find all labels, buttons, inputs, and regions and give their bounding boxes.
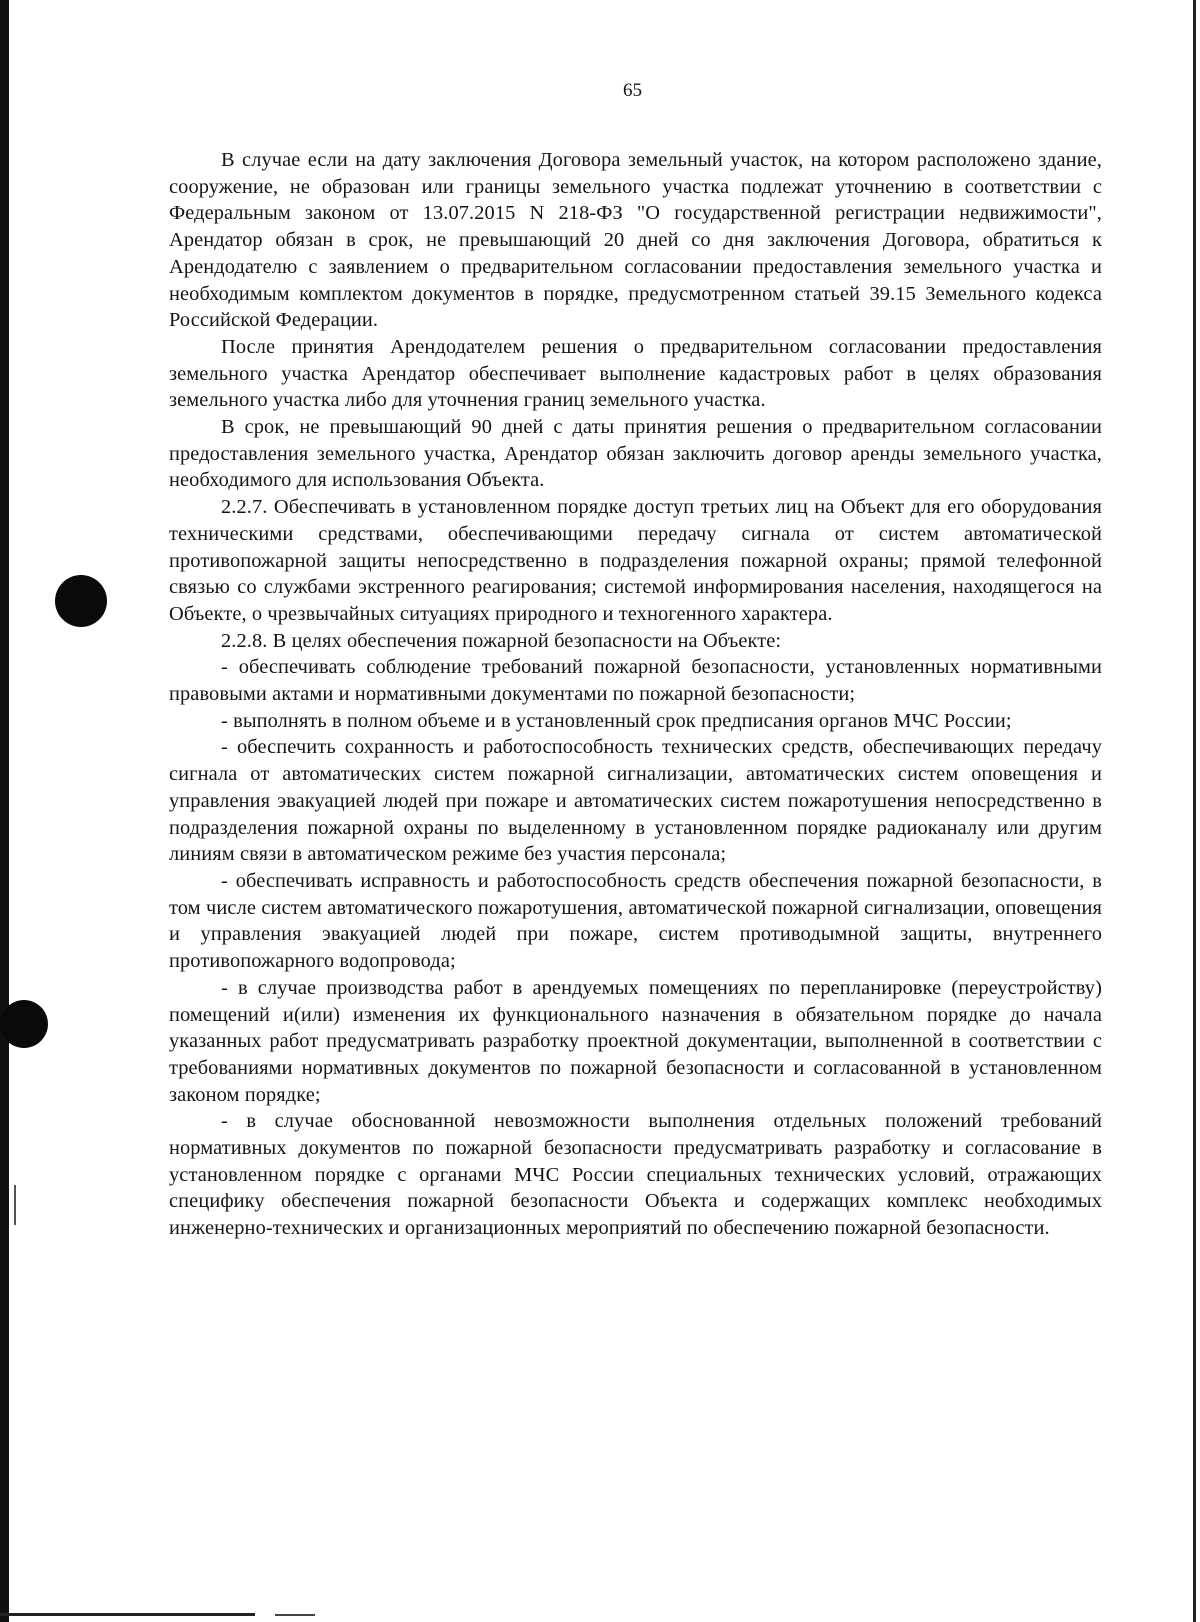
list-item: - обеспечивать соблюдение требований пожарной безопасности, установленных нормативными правовыми актами и нормативными документами по пожарной безопасности; — [169, 656, 1102, 706]
paragraph-lease-conclusion: В срок, не превышающий 90 дней с даты принятия решения о предварительном согласовании предоставления земельного участка, Арендатор обязан заключить договор аренды земельного участка, необходимого для использования Объекта. — [169, 416, 1102, 492]
page-number: 65 — [623, 80, 642, 101]
scan-margin-mark — [14, 1185, 16, 1225]
paragraph-land-plot-clarification: В случае если на дату заключения Договора земельный участок, на котором расположено здание, сооружение, не образован или границы земельного участка подлежат уточнению в соответствии с Федеральным законом от 13.07.2015 N 218-ФЗ "О государственной регистрации недвижимости", Арендатор обязан в срок, не превышающий 20 дней со дня заключения Договора, обратиться к Арендодателю с заявлением о предварительном согласовании предоставления земельного участка и необходимым комплектом документов в порядке, предусмотренном статьей 39.15 Земельного кодекса Российской Федерации. — [169, 149, 1102, 332]
scan-bottom-line — [0, 1613, 255, 1616]
paragraph-cadastral-works: После принятия Арендодателем решения о предварительном согласовании предоставления земельного участка Арендатор обеспечивает выполнение кадастровых работ в целях образования земельного участка либо для уточнения границ земельного участка. — [169, 335, 1102, 412]
list-item: - обеспечить сохранность и работоспособность технических средств, обеспечивающих передачу сигнала от автоматических систем пожарной сигнализации, автоматических систем оповещения и управления эвакуацией людей при пожаре и автоматических систем пожаротушения непосредственно в подразделения пожарной охраны по выделенному в установленном порядке радиоканалу или другим линиям связи в автоматическом режиме без участия персонала; — [169, 736, 1102, 866]
punch-hole-upper — [55, 575, 107, 627]
scan-left-edge — [0, 0, 9, 1622]
list-item: - в случае производства работ в арендуемых помещениях по перепланировке (переустройству) помещений и(или) изменения их функционального назначения в обязательном порядке до начала указанных работ предусматривать разработку проектной документации, выполненной в соответствии с требованиями нормативных документов по пожарной безопасности и согласованной в установленном законом порядке; — [169, 976, 1102, 1106]
list-item: - в случае обоснованной невозможности выполнения отдельных положений требований нормативных документов по пожарной безопасности предусматривать разработку и согласование в установленном порядке с органами МЧС России специальных технических условий, отражающих специфику обеспечения пожарной безопасности Объекта и содержащих комплекс необходимых инженерно-технических и организационных мероприятий по обеспечению пожарной безопасности. — [169, 1110, 1102, 1240]
paragraph-clause-2-2-8: 2.2.8. В целях обеспечения пожарной безопасности на Объекте: — [221, 629, 782, 652]
scan-right-edge — [1193, 0, 1196, 1622]
list-item: - обеспечивать исправность и работоспособность средств обеспечения пожарной безопасности, в том числе систем автоматического пожаротушения, автоматической пожарной сигнализации, оповещения и управления эвакуацией людей при пожаре, систем противодымной защиты, внутреннего противопожарного водопровода; — [169, 869, 1102, 973]
list-item: - выполнять в полном объеме и в установленный срок предписания органов МЧС России; — [221, 709, 1012, 732]
punch-hole-lower — [0, 1000, 48, 1048]
document-body — [169, 147, 1102, 1242]
paragraph-clause-2-2-7: 2.2.7. Обеспечивать в установленном порядке доступ третьих лиц на Объект для его оборудования техническими средствами, обеспечивающими передачу сигнала от систем автоматической противопожарной защиты непосредственно в подразделения пожарной охраны; прямой телефонной связью со службами экстренного реагирования; системой информирования населения, находящегося на Объекте, о чрезвычайных ситуациях природного и техногенного характера. — [169, 496, 1102, 625]
scan-bottom-line-short — [275, 1614, 315, 1616]
